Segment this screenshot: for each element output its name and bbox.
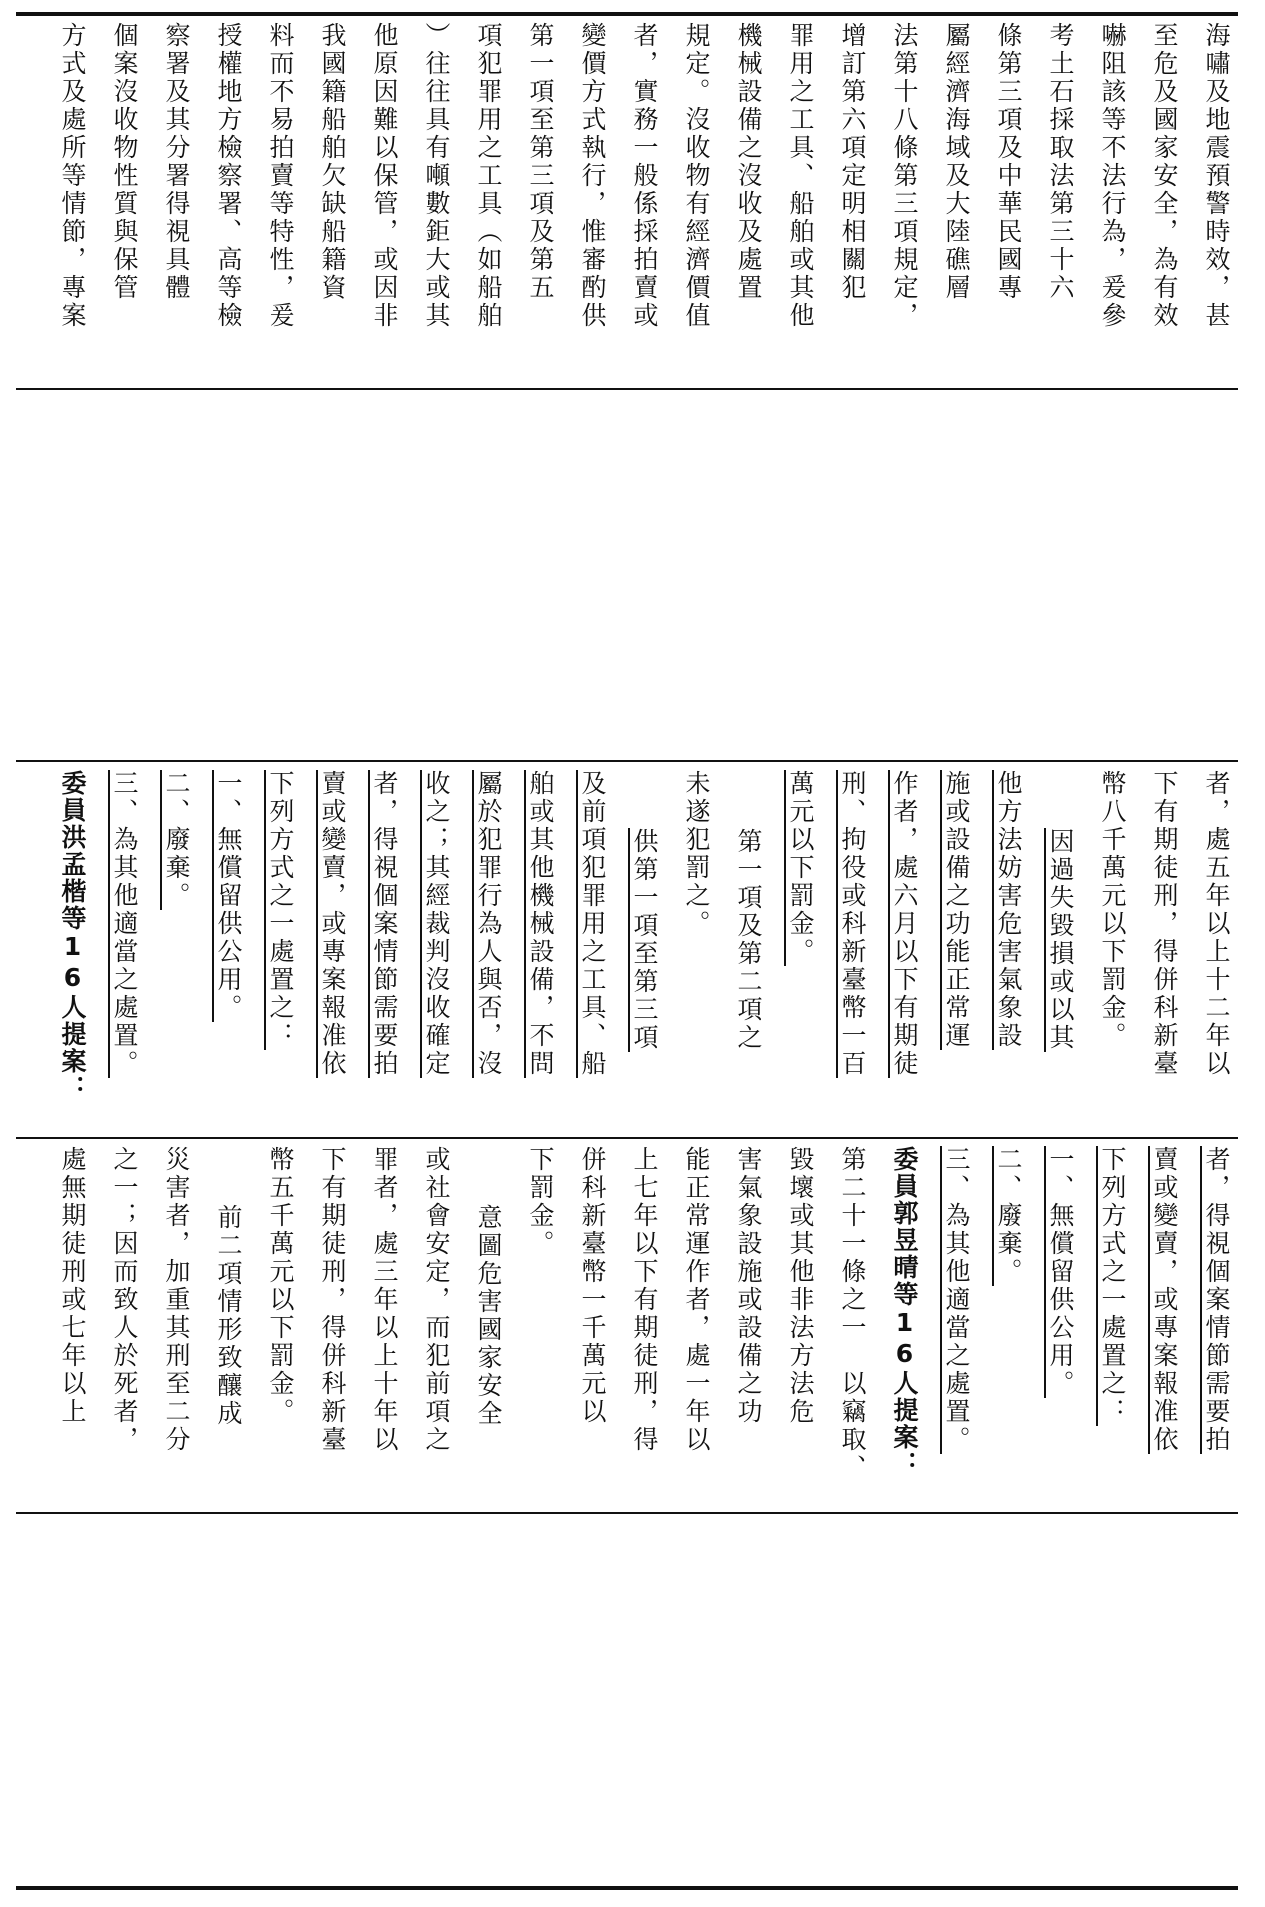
text-column [102,770,146,1132]
text-line: 條第三項及中華民國專 [994,22,1023,302]
rule-bottom-divider [16,1512,1238,1514]
text-line: 委員郭昱晴等16人提案： [890,1146,919,1478]
text-line: 料而不易拍賣等特性，爰 [266,22,295,330]
text-line: 察署及其分署得視具體 [162,22,191,302]
text-column [362,22,406,384]
segment-bottom [0,1146,1265,1508]
text-line: 幣五千萬元以下罰金。 [266,1146,295,1426]
rule-top-divider [16,388,1238,390]
text-line: 下列方式之一處置之： [266,770,295,1050]
text-line: 者，處五年以上十二年以 [1202,770,1231,1078]
text-line: 下罰金。 [526,1146,555,1258]
text-line: 刑、拘役或科新臺幣一百 [838,770,867,1078]
text-column [362,770,406,1132]
text-column [1038,22,1082,384]
text-column [310,22,354,384]
text-line: 項犯罪用之工具（如船舶 [474,22,503,330]
text-column [50,22,94,384]
text-line: 意圖危害國家安全 [474,1204,503,1428]
text-line: 萬元以下罰金。 [786,770,815,966]
text-line: 供第一項至第三項 [630,828,659,1052]
text-line: 第一項及第二項之 [734,828,763,1052]
text-line: 我國籍船舶欠缺船籍資 [318,22,347,302]
text-line: 至危及國家安全，為有效 [1150,22,1179,330]
text-line: 三、為其他適當之處置。 [110,770,139,1078]
text-column [1194,1146,1238,1508]
text-column [1142,22,1186,384]
text-column [414,770,458,1132]
rule-middle-top [16,760,1238,762]
text-column [570,770,614,1132]
text-column [206,1146,250,1508]
text-column [1142,770,1186,1132]
text-line: 增訂第六項定明相關犯 [838,22,867,302]
text-line: 變價方式執行，惟審酌供 [578,22,607,330]
text-column [778,22,822,384]
text-line: 收之；其經裁判沒收確定 [422,770,451,1078]
text-line: 法第十八條第三項規定， [890,22,919,330]
text-column [830,22,874,384]
text-line: 能正常運作者，處一年以 [682,1146,711,1454]
text-column [258,1146,302,1508]
text-line: 他原因難以保管，或因非 [370,22,399,330]
text-column [154,22,198,384]
text-column [726,1146,770,1508]
text-column [310,770,354,1132]
text-column [726,770,770,1132]
text-column [310,1146,354,1508]
text-line: 罪者，處三年以上十年以 [370,1146,399,1454]
text-column [1194,22,1238,384]
text-column [622,1146,666,1508]
text-column [934,770,978,1132]
text-column [466,22,510,384]
text-column [414,1146,458,1508]
rule-middle-bottom [16,1137,1238,1139]
text-column [674,22,718,384]
text-column [882,1146,926,1508]
text-column [1038,1146,1082,1508]
text-column [622,22,666,384]
text-line: 規定。沒收物有經濟價值 [682,22,711,330]
text-column [1142,1146,1186,1508]
text-column [362,1146,406,1508]
text-column [726,22,770,384]
text-line: 之一；因而致人於死者， [110,1146,139,1454]
text-line: 三、為其他適當之處置。 [942,1146,971,1454]
text-column [50,1146,94,1508]
text-column [986,22,1030,384]
text-line: 處無期徒刑或七年以上 [58,1146,87,1426]
text-column [1038,770,1082,1132]
text-column [570,22,614,384]
text-line: 罪用之工具、船舶或其他 [786,22,815,330]
text-line: 者，實務一般係採拍賣或 [630,22,659,330]
text-column [986,1146,1030,1508]
text-line: 毀壞或其他非法方法危 [786,1146,815,1426]
text-line: 考土石採取法第三十六 [1046,22,1075,302]
text-line: 委員洪孟楷等16人提案： [58,770,87,1102]
text-line: 他方法妨害危害氣象設 [994,770,1023,1050]
rule-top [16,12,1238,16]
text-column [466,770,510,1132]
text-column [1194,770,1238,1132]
rule-bottom [16,1886,1238,1890]
text-column [1090,770,1134,1132]
text-column [986,770,1030,1132]
text-line: 下有期徒刑，得併科新臺 [1150,770,1179,1078]
text-line: 舶或其他機械設備，不問 [526,770,555,1078]
text-line: 一、無償留供公用。 [1046,1146,1075,1398]
segment-middle [0,770,1265,1132]
text-line: 賣或變賣，或專案報准依 [1150,1146,1179,1454]
text-column [154,770,198,1132]
text-line: 下有期徒刑，得併科新臺 [318,1146,347,1454]
text-column [934,1146,978,1508]
text-line: 二、廢棄。 [162,770,191,910]
text-line: 施或設備之功能正常運 [942,770,971,1050]
text-column [674,770,718,1132]
text-column [622,770,666,1132]
text-line: 併科新臺幣一千萬元以 [578,1146,607,1426]
text-column [518,770,562,1132]
text-column [258,770,302,1132]
text-column [466,1146,510,1508]
text-column [570,1146,614,1508]
text-line: 者，得視個案情節需要拍 [370,770,399,1078]
text-line: ）往往具有噸數鉅大或其 [422,22,451,330]
text-column [154,1146,198,1508]
text-line: 賣或變賣，或專案報准依 [318,770,347,1078]
text-column [1090,22,1134,384]
text-column [934,22,978,384]
text-column [778,1146,822,1508]
text-column [830,770,874,1132]
text-column [830,1146,874,1508]
text-line: 害氣象設施或設備之功 [734,1146,763,1426]
text-column [518,1146,562,1508]
text-line: 上七年以下有期徒刑，得 [630,1146,659,1454]
text-column [1090,1146,1134,1508]
text-line: 機械設備之沒收及處置 [734,22,763,302]
text-line: 一、無償留供公用。 [214,770,243,1022]
text-line: 者，得視個案情節需要拍 [1202,1146,1231,1454]
text-column [50,770,94,1132]
text-line: 因過失毀損或以其 [1046,828,1075,1052]
text-line: 第一項至第三項及第五 [526,22,555,302]
text-column [414,22,458,384]
segment-top [0,22,1265,384]
text-line: 第二十一條之一 以竊取、 [838,1146,867,1482]
text-line: 未遂犯罰之。 [682,770,711,938]
text-line: 幣八千萬元以下罰金。 [1098,770,1127,1050]
text-column [206,22,250,384]
text-line: 個案沒收物性質與保管 [110,22,139,302]
text-column [518,22,562,384]
text-column [102,1146,146,1508]
text-line: 屬於犯罪行為人與否，沒 [474,770,503,1078]
text-line: 前二項情形致釀成 [214,1204,243,1428]
text-line: 屬經濟海域及大陸礁層 [942,22,971,302]
text-line: 二、廢棄。 [994,1146,1023,1286]
text-column [882,770,926,1132]
text-column [206,770,250,1132]
text-line: 授權地方檢察署、高等檢 [214,22,243,330]
text-column [674,1146,718,1508]
text-line: 海嘯及地震預警時效，甚 [1202,22,1231,330]
text-column [258,22,302,384]
text-column [778,770,822,1132]
text-line: 或社會安定，而犯前項之 [422,1146,451,1454]
text-line: 作者，處六月以下有期徒 [890,770,919,1078]
text-line: 下列方式之一處置之： [1098,1146,1127,1426]
text-line: 方式及處所等情節，專案 [58,22,87,330]
text-column [882,22,926,384]
text-line: 災害者，加重其刑至二分 [162,1146,191,1454]
text-line: 及前項犯罪用之工具、船 [578,770,607,1078]
text-column [102,22,146,384]
text-line: 嚇阻該等不法行為，爰參 [1098,22,1127,330]
